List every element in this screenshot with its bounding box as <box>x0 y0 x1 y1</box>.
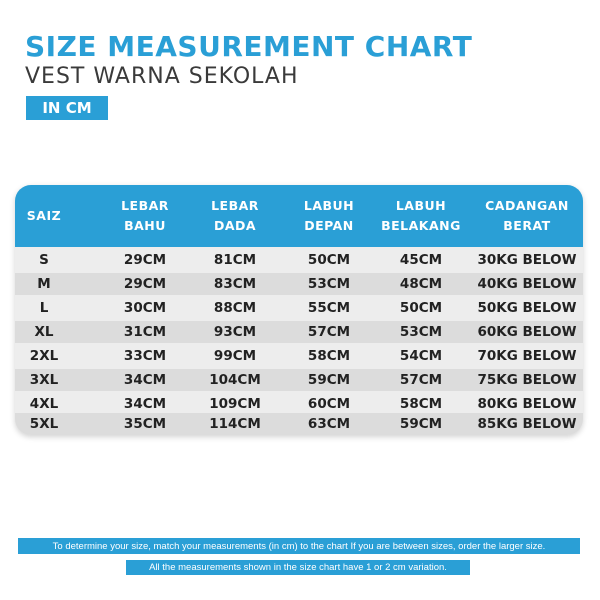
table-cell: 50KG BELOW <box>477 300 577 316</box>
table-cell: 31CM <box>123 324 167 340</box>
table-cell: 3XL <box>29 372 59 388</box>
table-row <box>15 297 583 319</box>
table-cell: 5XL <box>29 416 59 432</box>
table-row <box>15 369 583 391</box>
table-cell: M <box>37 276 51 292</box>
size-table <box>15 185 583 435</box>
table-cell: 60KG BELOW <box>477 324 577 340</box>
column-header-lebar-dada: LEBAR DADA <box>211 198 259 233</box>
column-header-lebar-bahu: LEBAR BAHU <box>121 198 169 233</box>
table-header <box>15 185 583 247</box>
table-cell: 58CM <box>399 396 443 412</box>
table-row <box>15 249 583 271</box>
table-cell: 50CM <box>307 252 351 268</box>
table-cell: 70KG BELOW <box>477 348 577 364</box>
page-title: SIZE MEASUREMENT CHART <box>25 30 473 63</box>
table-cell: 75KG BELOW <box>477 372 577 388</box>
variation-note: All the measurements shown in the size chart have 1 or 2 cm variation. <box>126 560 470 575</box>
table-cell: 53CM <box>399 324 443 340</box>
fit-advice-note: To determine your size, match your measurements (in cm) to the chart If you are between sizes, order the larger size. <box>18 538 580 554</box>
table-cell: XL <box>34 324 54 340</box>
table-cell: 30CM <box>123 300 167 316</box>
table-cell: 54CM <box>399 348 443 364</box>
table-cell: 81CM <box>213 252 257 268</box>
column-header-labuh-belakang: LABUH BELAKANG <box>381 198 461 233</box>
table-cell: 34CM <box>123 396 167 412</box>
table-cell: 83CM <box>213 276 257 292</box>
column-header-labuh-depan: LABUH DEPAN <box>303 198 355 233</box>
table-cell: 53CM <box>307 276 351 292</box>
column-header-saiz: SAIZ <box>26 208 62 223</box>
table-row <box>15 345 583 367</box>
page-subtitle: VEST WARNA SEKOLAH <box>25 64 299 89</box>
table-cell: 4XL <box>29 396 59 412</box>
table-cell: 29CM <box>123 252 167 268</box>
table-cell: 34CM <box>123 372 167 388</box>
table-cell: 55CM <box>307 300 351 316</box>
table-cell: 57CM <box>307 324 351 340</box>
table-cell: L <box>39 300 49 316</box>
table-cell: 109CM <box>209 396 261 412</box>
table-cell: 58CM <box>307 348 351 364</box>
table-cell: 35CM <box>123 416 167 432</box>
table-cell: 57CM <box>399 372 443 388</box>
table-cell: 33CM <box>123 348 167 364</box>
table-cell: 63CM <box>307 416 351 432</box>
table-row <box>15 393 583 415</box>
table-cell: 80KG BELOW <box>477 396 577 412</box>
table-cell: S <box>39 252 49 268</box>
table-cell: 45CM <box>399 252 443 268</box>
table-cell: 59CM <box>307 372 351 388</box>
table-cell: 2XL <box>29 348 59 364</box>
table-row <box>15 413 583 435</box>
table-cell: 40KG BELOW <box>477 276 577 292</box>
unit-badge: IN CM <box>26 96 108 120</box>
table-cell: 114CM <box>209 416 261 432</box>
table-cell: 48CM <box>399 276 443 292</box>
table-row <box>15 273 583 295</box>
table-row <box>15 321 583 343</box>
table-cell: 99CM <box>213 348 257 364</box>
table-cell: 88CM <box>213 300 257 316</box>
table-cell: 59CM <box>399 416 443 432</box>
table-cell: 85KG BELOW <box>477 416 577 432</box>
table-cell: 60CM <box>307 396 351 412</box>
column-header-cadangan-berat: CADANGAN BERAT <box>485 198 569 233</box>
table-cell: 30KG BELOW <box>477 252 577 268</box>
table-cell: 29CM <box>123 276 167 292</box>
table-cell: 50CM <box>399 300 443 316</box>
table-cell: 104CM <box>209 372 261 388</box>
table-cell: 93CM <box>213 324 257 340</box>
